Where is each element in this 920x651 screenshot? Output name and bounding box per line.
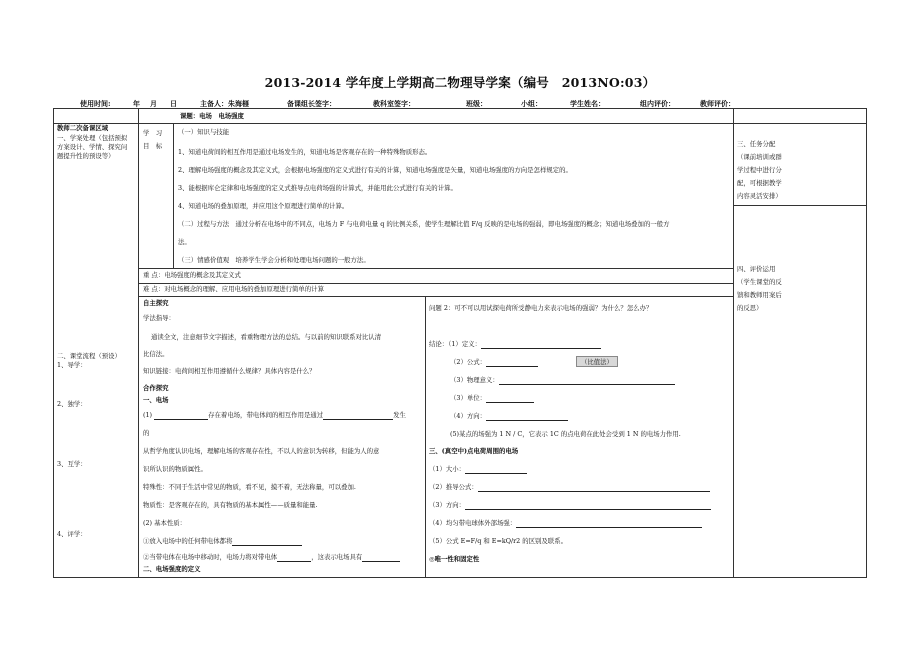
blank-13[interactable] [465, 503, 711, 510]
basic-property-1 [143, 537, 302, 546]
conclusion-formula-label: （2）公式： [450, 358, 487, 366]
objectives-label-top: 学 习 [143, 129, 163, 137]
field-philosophy-1: 从哲学角度认识电场，理解电场的客观存在性，不以人的意识为转移，但能为人的意 [143, 447, 380, 455]
conclusion-formula [450, 358, 538, 367]
conclusion-unit [450, 394, 534, 403]
section-electric-field-heading: 一、电场 [143, 396, 169, 404]
objectives-sec2: （二）过程与方法 通过分析在电场中的不同点，电场力 F 与电荷电量 q 的比例关系，使学生理解比值 F/q 反映的是电场的强弱，即电场强度的概念；知道电场叠加的一般方 [178, 220, 670, 228]
right-item3-line1: 三、任务分配 [737, 140, 776, 148]
right-item4-line3: 馈和教师用案后 [737, 291, 782, 299]
field-item-1-end: 发生 [393, 411, 406, 419]
conclusion-definition-label: 结论：（1）定义： [429, 340, 481, 348]
field-material: 物质性：是客观存在的，具有物质的基本属性——质量和能量. [143, 501, 318, 509]
blank-4[interactable] [277, 555, 311, 562]
point-charge-derivation [429, 483, 710, 492]
field-special: 特殊性：不同于生活中常见的物质，看不见，摸不着，无法称量，可以叠加. [143, 483, 356, 491]
objectives-p3: 3、能根据库仑定律和电场强度的定义式推导点电荷场强的计算式，并能用此公式进行有关的计算。 [178, 184, 457, 192]
point-charge-magnitude [429, 465, 527, 474]
question-2: 问题 2：可不可以用试探电荷所受静电力来表示电场的强弱？为什么？怎么办？ [429, 304, 653, 312]
group-leader-signature: 备课组长签字： [287, 99, 336, 108]
right-item4-line4: 的反思） [737, 304, 763, 312]
field-philosophy-2: 识所认识的物质属性。 [143, 465, 207, 473]
blank-5[interactable] [362, 555, 400, 562]
conclusion-definition [429, 340, 601, 349]
left-item1-line3: 题提升性的预设等） [57, 152, 115, 160]
right-item3-line4: 配，可根据教学 [737, 179, 782, 187]
cooperative-inquiry-heading: 合作探究 [143, 384, 169, 392]
left-item2-line2: 1、导学： [57, 361, 87, 369]
field-item-1-text: 存在着电场，带电体间的相互作用是通过 [208, 411, 324, 419]
point-charge-derivation-label: （2）推导公式： [429, 483, 478, 491]
basic-property-1-text: ①放入电场中的任何带电体都将 [143, 537, 233, 545]
conclusion-unit-label: （3）单位： [450, 394, 487, 402]
objectives-sec2b: 法。 [178, 238, 191, 246]
basic-property-2-text-b: ，这表示电场具有 [311, 553, 363, 561]
conclusion-direction-label: （4）方向： [450, 412, 487, 420]
left-item2-line1: 二、课堂流程（预设） [57, 352, 121, 360]
right-item4-line2: （学生课堂的反 [737, 278, 782, 286]
right-item4-line1: 四、评价运用 [737, 265, 776, 273]
conclusion-meaning [450, 376, 675, 385]
difficulty: 难 点：对电场概念的理解、应用电场的叠加原理进行简单的计算 [143, 285, 324, 293]
point-charge-direction-label: （3）方向： [429, 501, 466, 509]
field-item-1-cont: 的 [143, 429, 150, 437]
left-item1-line2: 方案设计、学情、探究问 [57, 143, 128, 151]
objectives-p4: 4、知道电场的叠加原理，并应用这个原理进行简单的计算。 [178, 202, 349, 210]
left-item5: 4、评学： [57, 530, 87, 538]
right-item3-line2: （课前培训或群 [737, 153, 782, 161]
blank-2[interactable] [323, 413, 393, 420]
lesson-topic: 课题：电场 电场强度 [180, 112, 244, 120]
blank-3[interactable] [232, 539, 302, 546]
conclusion-direction [450, 412, 568, 421]
sphere-field-label: （4）均匀带电球体外部场强： [429, 519, 517, 527]
right-item3-line5: 内容灵活安排） [737, 192, 782, 200]
objectives-p1: 1、知道电荷间的相互作用是通过电场发生的，知道电场是客观存在的一种特殊物质形态。 [178, 148, 432, 156]
study-guide-text: 通读全文，注意细节文字描述，看重物理方法的总结。与以前的知识联系对比认清 [151, 333, 382, 341]
document-title: 2013-2014 学年度上学期高二物理导学案（编号 2013NO:03） [264, 75, 656, 90]
blank-14[interactable] [516, 521, 702, 528]
ratio-method-stamp: （比值法） [576, 356, 618, 367]
left-item1-line1: 一、学案处理（包括预拟 [57, 134, 128, 142]
blank-1[interactable] [154, 413, 208, 420]
objectives-label-bottom: 目 标 [143, 142, 163, 150]
blank-6[interactable] [481, 342, 601, 349]
conclusion-meaning-label: （3）物理意义： [450, 376, 499, 384]
basic-property-2 [143, 553, 400, 562]
blank-8[interactable] [499, 378, 675, 385]
teacher-eval-label: 教师评价： [700, 99, 735, 108]
left-col-heading: 教师二次备课区域 [57, 124, 109, 132]
point-charge-magnitude-label: （1）大小： [429, 465, 466, 473]
objectives-p2: 2、理解电场强度的概念及其定义式，会根据电场强度的定义式进行有关的计算，知道电场强度是矢量，知道电场强度的方向是怎样规定的。 [178, 166, 572, 174]
formula-comparison: （5）公式 E=F/q 和 E=kQ/r2 的区别及联系。 [429, 537, 567, 545]
team-label: 小组： [521, 99, 542, 108]
left-item4: 3、互学： [57, 460, 87, 468]
field-blank-line-1 [143, 411, 406, 420]
student-name-label: 学生姓名： [570, 99, 605, 108]
day-label: 日 [170, 99, 177, 108]
sphere-field [429, 519, 702, 528]
group-eval-label: 组内评价： [640, 99, 675, 108]
self-study-heading: 自主探究 [143, 299, 169, 307]
use-time-label: 使用时间: [80, 99, 111, 108]
class-label: 班级： [466, 99, 487, 108]
conclusion-example: (5)某点的场强为 1 N / C，它表示 1C 的点电荷在此处会受到 1 N 的电场力作用. [450, 430, 681, 438]
right-item3-line3: 学过程中进行分 [737, 166, 782, 174]
section-field-strength-heading: 二、电场强度的定义 [143, 565, 201, 573]
academic-office-signature: 教科室签字： [373, 99, 415, 108]
blank-10[interactable] [486, 414, 568, 421]
blank-12[interactable] [478, 485, 710, 492]
knowledge-link: 知识链接：电荷间相互作用遵循什么规律？具体内容是什么？ [143, 367, 316, 375]
blank-9[interactable] [486, 396, 534, 403]
field-item-1-label: (1) [143, 411, 153, 419]
blank-7[interactable] [486, 360, 538, 367]
key-point: 重 点：电场强度的概念及其定义式 [143, 271, 241, 279]
month-label: 月 [150, 99, 157, 108]
objectives-sec3: （三）情感价值观 培养学生学会分析和处理电场问题的一般方法。 [178, 256, 370, 264]
basic-property-2-text: ②当带电体在电场中移动时，电场力将对带电体 [143, 553, 278, 561]
point-charge-field-heading: 三、(真空中)点电荷周围的电场 [429, 447, 519, 455]
blank-11[interactable] [465, 467, 527, 474]
objectives-sec1: （一）知识与技能 [178, 128, 230, 136]
basic-property-heading: (2) 基本性质： [143, 519, 187, 527]
left-item3: 2、独学： [57, 400, 87, 408]
year-label: 年 [133, 99, 140, 108]
study-guide-text-2: 比信法。 [143, 350, 169, 358]
preparer-label: 主备人：朱海榧 [200, 99, 249, 108]
point-charge-direction [429, 501, 711, 510]
uniqueness-note: ◎唯一性和固定性 [429, 555, 480, 563]
study-guide-label: 学法指导： [143, 314, 175, 322]
